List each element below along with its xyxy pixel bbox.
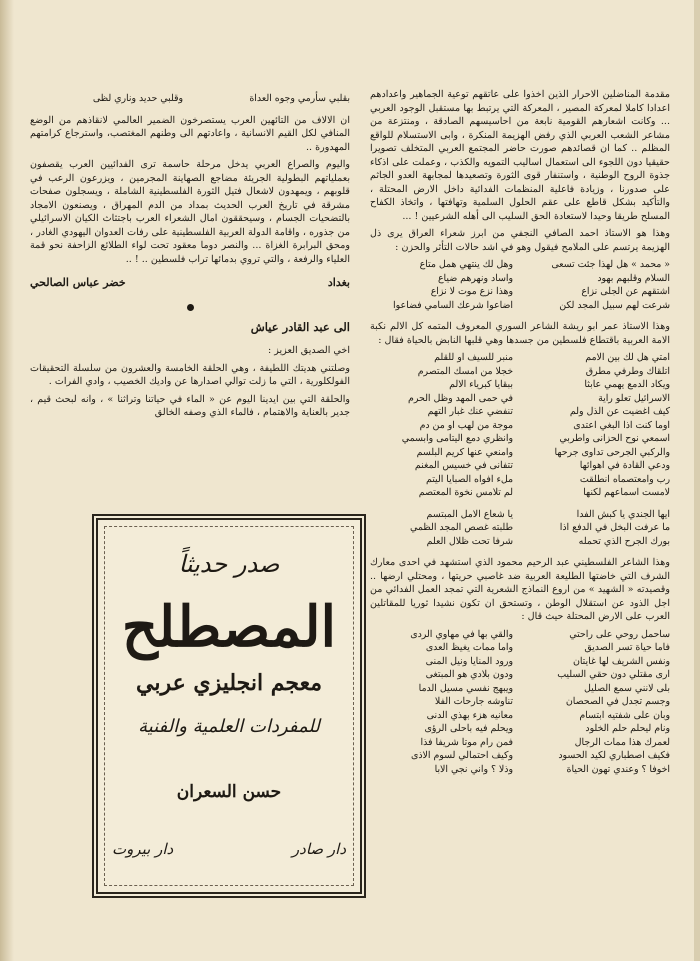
paragraph: اخي الصديق العزيز :: [267, 345, 350, 356]
verse-line: بورك الجرح الذي تحمله: [578, 535, 670, 547]
verse-line: والركبي الجرحى تداوى جرحها: [554, 446, 670, 458]
paragraph: وهذا هو الاستاذ احمد الصافي النجفي من ابرز شعراء العراق يرى ذل الهزيمة يرتسم على الملامح فيقول وهو في اشد حالات التأثر والحزن :: [370, 228, 670, 253]
verse-line: اخوفا ؟ وعندي تهون الحياة: [566, 763, 670, 775]
verse-line: تنفضي عنك غبار التهم: [427, 406, 513, 417]
verse-line: ما عرفت البخل في الدفع اذا: [559, 522, 670, 533]
verse-line: ايها الجندي يا كبش الفدا: [576, 508, 670, 520]
verse-line: لامست اسماعهم لكنها: [583, 487, 670, 498]
verse-line: فكيف اصطباري لكيد الحسود: [558, 750, 670, 761]
book-advertisement: [92, 514, 366, 898]
ad-author: حسن السعران: [176, 782, 282, 802]
verse-line: فمن رام موتا شريفا فذا: [420, 736, 513, 748]
paragraph: ان الالاف من التائهين العرب يستصرخون الضمير العالمي لانقاذهم من الوضع المنافي لكل القيم الانسانية ، واعادتهم الى وطنهم المغتصب، واسترجاع كرامتهم المهدورة ..: [30, 114, 350, 153]
poem-verse: [370, 351, 670, 500]
verse-line: اشتقهم عن الجلى نزاع: [581, 286, 670, 297]
verse-line: ويبهج نفسي مسيل الدما: [418, 682, 513, 694]
ad-subtitle: صدر حديثاً: [178, 550, 280, 578]
verse-line: وهل لك ينتهي همل متاع: [419, 259, 513, 270]
verse-line: تتفانى في خسيس المغنم: [414, 460, 513, 471]
ad-publisher: دار صادر: [291, 840, 346, 858]
verse-line: ملء افواه الصبايا اليتم: [425, 473, 513, 485]
left-column: [30, 88, 350, 424]
verse-line: شرفا تحت ظلال العلم: [426, 535, 513, 547]
paragraph: وهذا الشاعر الفلسطيني عبد الرحيم محمود الذي استشهد في احدى معارك الشرف التي خاضتها الطليعة العربية ضد غاصبي حريتها ، ومحتلي ارضها .. وقصيدته « الشهيد » من اروع النماذج الشعرية التي تمجد العمل الفدائي من اجل الذود عن استقلال الوطن ، وتستحق ان تكون نشيدا ثوريا للمقاتلين العرب على الارض المحتلة حيث قال :: [370, 557, 670, 622]
verse-line: خجلا من امسك المتصرم: [417, 365, 513, 377]
verse-line: اسمعي نوح الحزانى واطربي: [559, 433, 670, 444]
verse-line: معانيه هزء بهذي الدنى: [426, 709, 513, 721]
poem-verse: [370, 258, 670, 312]
signature: [30, 276, 350, 290]
poem-verse: [30, 92, 350, 106]
paragraph: والحلقة التي بين ايدينا اليوم عن « الماء في حياتنا وتراثنا » ، وانه لبحث قيم ، جدير بالعناية والاهتمام ، فالماء الذي وصفه الخالق: [30, 393, 350, 418]
page-edge-shadow: [0, 0, 14, 961]
verse-line: ساحمل روحي على راحتي: [569, 628, 670, 640]
verse-line: ودعي القادة في اهوائها: [579, 460, 670, 471]
letter-heading: الى عبد القادر عياش: [250, 319, 350, 334]
verse-line: ويحلم فيه باحلى الرؤى: [424, 723, 513, 734]
page-binding: [694, 0, 700, 961]
verse-line: وهذا نزع موت لا نزاع: [430, 286, 513, 297]
verse-line: وذلا ؟ واني نجي الابا: [434, 763, 513, 775]
verse-line: في حمى المهد وظل الحرم: [408, 392, 513, 404]
verse-line: اضاعوا شرعك السامي فضاعوا: [393, 299, 513, 311]
verse-line: وكيف احتمالي لسوم الاذى: [411, 750, 513, 761]
verse-line: بلى لانني سمع الصليل: [584, 682, 670, 694]
verse-line: وبان على شفتيه ابتسام: [579, 709, 670, 721]
verse-line: فاما حياة تسر الصديق: [584, 642, 670, 653]
poem-verse: [370, 508, 670, 549]
verse-line: وجسم تجدل في الصحصان: [565, 696, 670, 707]
right-column: [370, 88, 670, 784]
verse-line: امتي هل لك بين الامم: [585, 352, 670, 363]
verse-line: ويكاد الدمع يهمي عابثا: [584, 379, 670, 390]
verse-line: ورود المنايا ونيل المنى: [425, 655, 513, 667]
verse-line: واما ممات يغيظ العدى: [425, 642, 513, 653]
verse-line: تناوشه جارحات الفلا: [434, 696, 513, 707]
verse-line: كيف اغضيت عن الذل ولم: [569, 406, 670, 417]
ad-inner-border: [104, 526, 354, 886]
ad-publishers: [112, 840, 346, 858]
verse-line: وانظري دمع اليتامى وابسمي: [401, 433, 513, 444]
verse-line: وامنعي عنها كريم البلسم: [416, 446, 513, 458]
ad-publisher: دار بيروت: [112, 840, 174, 858]
verse-line: بقلبي سأرمي وجوه العداة: [249, 93, 350, 104]
paragraph: وهذا الاستاذ عمر ابو ريشة الشاعر السوري المعروف المتمه كل الالم نكبة الامة العربية باقتطاع فلسطين من جسدها وهي قلبها النابض بالحياة فقال :: [370, 321, 670, 346]
verse-line: وقلبي حديد وناري لظى: [92, 93, 183, 104]
signature-city: بغداد: [327, 276, 350, 289]
ad-title: المصطلح: [121, 594, 337, 660]
ad-description: معجم انجليزي عربي: [135, 670, 322, 696]
verse-line: رب وامعتصماه انطلقت: [579, 473, 670, 485]
verse-line: طلبته غصص المجد الظمي: [410, 522, 513, 533]
verse-line: اتلقاك وطرفي مطرق: [585, 365, 670, 377]
verse-line: لم تلامس نخوة المعتصم: [418, 487, 513, 498]
verse-line: ببقايا كبرياء الالم: [449, 379, 513, 390]
paragraph: وصلتني هديتك اللطيفة ، وهي الحلقة الخامسة والعشرون من سلسلة التحقيقات الفولكلورية ، التي ما زلت توالي اصدارها عن واديك الخصيب ، وادي الفرات .: [30, 362, 350, 387]
verse-line: ونام ليحلم حلم الخلود: [585, 723, 670, 734]
verse-line: السلام وقلبهم بهود: [597, 272, 670, 284]
ad-description-2: للمفردات العلمية والفنية: [138, 716, 320, 737]
paragraph: مقدمة المناضلين الاحرار الذين اخذوا على عاتقهم توعية الجماهير واعدادهم اعدادا كاملا لمعركة المصير ، المعركة التي يرتبط بها مستقبل الوجود العربي ... وكانت اشعارهم القومية نابعة من احاسيسهم الصادقة ، ومنتزعة من مشاعر الشعب العربي الذي رفض الهزيمة المنكرة ، وابى الاستسلام للواقع المظلم .. كما ان قصائدهم صورت حاضر المجتمع العربي المتخلف تصويرا حقيقيا دون اللجوء الى استعمال اساليب التمويه والكذب ، وعملت على اذكاء جذوة الروح الوطنية ، واستنفار قوى الثورة وتصعيدها لمجابهة العدو الجاثم على صدورنا ، وزيادة فاعلية المنظمات الفدائية داخل الارض المحتلة ، والتأكيد بشكل قاطع على عقم الحلول السلمية وتهافتها ، واتخاذ الكفاح المسلح طريقا وحيدا لاستعادة الحق السليب الى أهله الشرعيين ! ...: [370, 89, 670, 222]
verse-line: ودون بلادي هو المبتغى: [425, 669, 513, 680]
verse-line: « محمد » هل لهذا جئت تسعى: [551, 259, 670, 270]
verse-line: لعمرك هذا ممات الرجال: [574, 736, 670, 748]
verse-line: ارى مقتلي دون حقي السليب: [557, 669, 670, 680]
verse-line: منبر للسيف او للقلم: [434, 352, 513, 363]
verse-line: موجة من لهب او من دم: [419, 419, 513, 431]
paragraph: واليوم والصراع العربي يدخل مرحلة حاسمة ترى الفدائيين العرب يقصفون بعملياتهم البطولية الجريئة مضاجع الصهاينة المجرمين ، ويزرعون الرعب في قلوبهم ، ويمهدون لاشعال فتيل الثورة الفلسطينية الشاملة ، ويسجلون صفحات مشرقة في تاريخ العرب الحديث بمداد من الدم المهراق ، ويصنعون الامجاد بالتضحيات الجسام ، وسيحققون امال الشعراء العرب باجتثاث الكيان الاسرائيلي من جذوره ، واقامة الدولة العربية الفلسطينية على رفات العدوان اليهودي الغادر ، ومحق البرابرة الغزاة ... والنصر دوما معقود تحت لواء الطلائع الزاحفة نحو قمة العلياء والرفعة ، والتي تروي بدمائها تراب فلسطين .. ! ..: [30, 159, 350, 265]
verse-line: واساد ونهرهم ضياع: [437, 272, 513, 284]
verse-line: ونفس الشريف لها غايتان: [572, 655, 670, 667]
verse-line: يا شعاع الامل المبتسم: [426, 508, 513, 520]
section-divider: [187, 304, 194, 311]
poem-verse: [370, 628, 670, 777]
signature-name: خضر عباس الصالحي: [30, 276, 126, 289]
verse-line: اوما كنت اذا البغي اعتدى: [573, 419, 670, 431]
verse-line: الاسرائيل تعلو راية: [598, 392, 670, 404]
verse-line: والقي بها في مهاوي الردى: [410, 628, 513, 640]
verse-line: شرعت لهم سبيل المجد لكن: [559, 299, 670, 311]
